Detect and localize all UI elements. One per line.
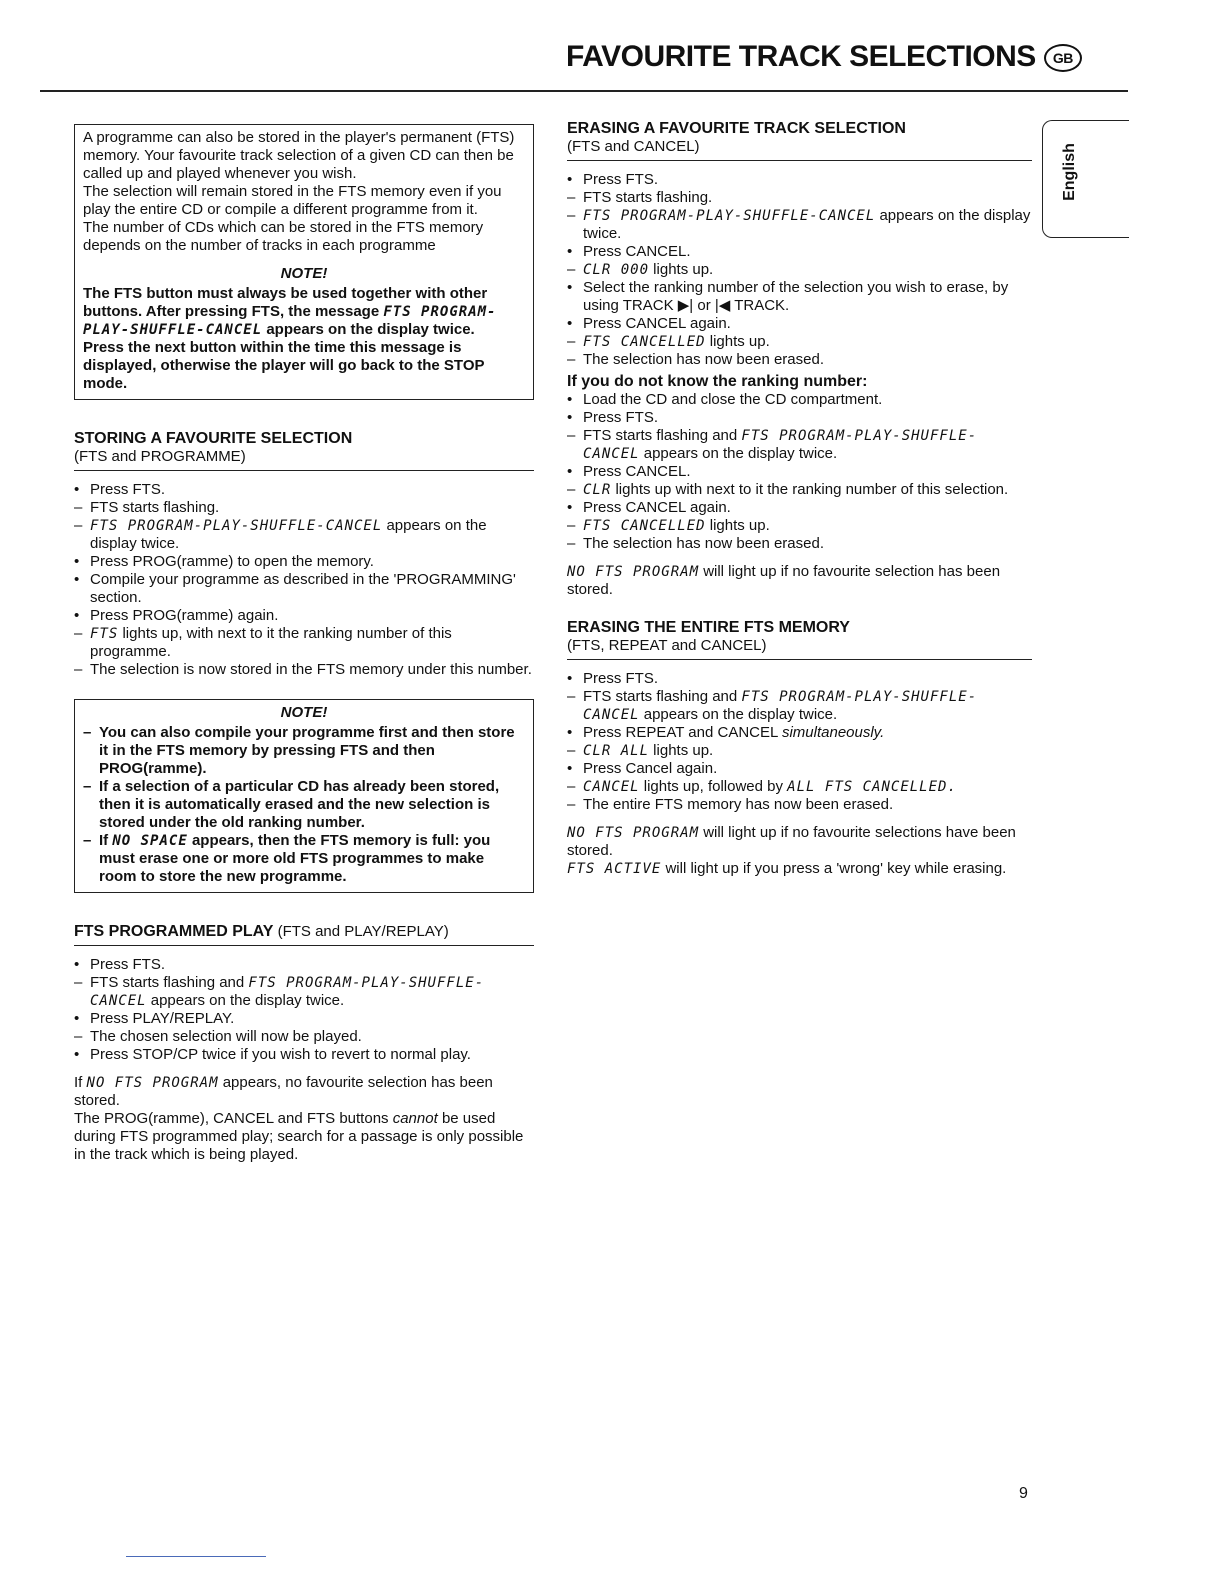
bullet: • — [74, 607, 80, 624]
note-text-b: appears on the display twice. — [266, 321, 475, 338]
play-final-text — [74, 1110, 534, 1164]
note-title: NOTE! — [280, 704, 328, 721]
text-a: If — [74, 1074, 83, 1091]
step-text: Press REPEAT and CANCEL — [583, 724, 782, 741]
language-tab — [1042, 120, 1129, 238]
list-item — [74, 956, 534, 974]
lcd-text: ALL FTS CANCELLED. — [787, 779, 957, 795]
section-rule — [74, 945, 534, 946]
bullet: • — [567, 760, 573, 777]
title-suffix: (FTS and PLAY/REPLAY) — [277, 923, 449, 940]
step-text: Press CANCEL again. — [583, 315, 731, 332]
bullet: • — [567, 243, 573, 260]
list-item — [567, 499, 1032, 517]
step-text: FTS starts flashing and — [90, 974, 249, 991]
step-text: The chosen selection will now be played. — [90, 1028, 362, 1045]
step-text: appears on the display twice. — [583, 207, 1031, 242]
step-text: Press FTS. — [583, 670, 659, 687]
step-text: FTS starts flashing. — [90, 499, 220, 516]
list-item — [74, 974, 534, 1010]
step-text: The selection has now been erased. — [583, 535, 824, 552]
step-text: Press FTS. — [583, 409, 659, 426]
list-item — [74, 499, 534, 517]
bullet: • — [567, 391, 573, 408]
lcd-text: FTS PROGRAM-PLAY-SHUFFLE-CANCEL — [583, 428, 978, 462]
step-text: lights up, with next to it the ranking number of this programme. — [90, 625, 452, 660]
bullet: • — [74, 1010, 80, 1027]
list-item — [567, 760, 1032, 778]
bullet: – — [567, 535, 576, 552]
note-text — [83, 285, 525, 339]
intro-para-3: The number of CDs which can be stored in the FTS memory depends on the number of tracks in each programme — [83, 219, 484, 254]
left-column — [74, 124, 534, 1164]
text: will light up if you press a 'wrong' key while erasing. — [665, 860, 1007, 877]
step-text: FTS starts flashing and — [583, 688, 742, 705]
step-text: Press FTS. — [90, 956, 166, 973]
step-text: Press PROG(ramme) to open the memory. — [90, 553, 374, 570]
step-text: Press PLAY/REPLAY. — [90, 1010, 235, 1027]
note-text-2: Press the next button within the time this message is displayed, otherwise the player will go back to the STOP mode. — [83, 339, 485, 392]
list-item — [74, 571, 534, 607]
list-item — [567, 535, 1032, 553]
bullet: • — [567, 409, 573, 426]
list-item — [74, 1028, 534, 1046]
step-text: Load the CD and close the CD compartment. — [583, 391, 883, 408]
play-after-text — [74, 1074, 534, 1110]
list-item — [567, 796, 1032, 814]
intro-para-1: A programme can also be stored in the player's permanent (FTS) memory. Your favourite track selection of a given CD can then be called up and played whenever you wish. — [83, 129, 515, 182]
bullet: – — [567, 742, 576, 759]
list-item — [74, 481, 534, 499]
erase-one-steps — [567, 171, 1032, 369]
bullet: – — [567, 778, 576, 795]
step-text: Press PROG(ramme) again. — [90, 607, 279, 624]
section-title-storing: STORING A FAVOURITE SELECTION — [74, 430, 353, 447]
step-text: Press CANCEL. — [583, 243, 691, 260]
list-item: – If a selection of a particular CD has already been stored, then it is automatically erased and the new selection is stored under the old ranking number. — [83, 778, 500, 831]
erase-all-after-text-2 — [567, 860, 1032, 878]
title-text: FTS PROGRAMMED PLAY — [74, 923, 274, 940]
list-item — [74, 661, 534, 679]
bullet: – — [567, 351, 576, 368]
bullet: – — [74, 974, 83, 991]
bullet: – — [567, 517, 576, 534]
list-item — [567, 517, 1032, 535]
list-item — [567, 243, 1032, 261]
lcd-text: CLR 000 — [583, 262, 650, 278]
section-title-play — [74, 923, 534, 941]
step-text: Press STOP/CP twice if you wish to revert to normal play. — [90, 1046, 471, 1063]
header-rule — [40, 90, 1128, 92]
bullet: – — [567, 481, 576, 498]
list-item — [74, 1010, 534, 1028]
step-text: appears on the display twice. — [146, 992, 345, 1009]
bullet: • — [567, 315, 573, 332]
lcd-text: FTS — [90, 626, 119, 642]
bullet: • — [567, 499, 573, 516]
list-item — [567, 688, 1032, 724]
step-text: lights up, followed by — [639, 778, 788, 795]
title-text: FAVOURITE TRACK SELECTIONS — [566, 40, 1036, 73]
lcd-text: NO SPACE — [112, 833, 188, 849]
section-title-erase-one: ERASING A FAVOURITE TRACK SELECTION — [567, 120, 906, 137]
section-subtitle-storing: (FTS and PROGRAMME) — [74, 448, 246, 465]
bullet: – — [567, 688, 576, 705]
list-item — [567, 409, 1032, 427]
list-item — [74, 1046, 534, 1064]
lcd-text: NO FTS PROGRAM — [567, 825, 700, 841]
step-text: Press FTS. — [583, 171, 659, 188]
bullet: – — [567, 796, 576, 813]
note-item-text: You can also compile your programme first and then store it in the FTS memory by pressing FTS and then PROG(ramme). — [99, 724, 515, 777]
lcd-text: CLR ALL — [583, 743, 650, 759]
language-tab-label: English — [1060, 143, 1078, 201]
list-item — [567, 391, 1032, 409]
lcd-text: CANCEL — [583, 779, 640, 795]
section-rule — [567, 659, 1032, 660]
list-item — [74, 517, 534, 553]
lcd-text: FTS ACTIVE — [567, 861, 662, 877]
erase-all-steps — [567, 670, 1032, 814]
page-title — [566, 40, 1082, 74]
list-item — [74, 607, 534, 625]
list-item — [567, 427, 1032, 463]
play-steps — [74, 956, 534, 1064]
note-title: NOTE! — [280, 265, 328, 282]
bullet: – — [567, 189, 576, 206]
list-item — [567, 481, 1032, 499]
step-text: Press CANCEL. — [583, 463, 691, 480]
lcd-text: FTS CANCELLED — [583, 334, 706, 350]
erase-one-after-text — [567, 563, 1032, 599]
bullet: • — [567, 670, 573, 687]
list-item: – If NO SPACE appears, then the FTS memory is full: you must erase one or more old FTS programmes to make room to store the new programme. — [83, 832, 491, 885]
text: will light up if no favourite selections have been stored. — [567, 824, 1016, 859]
step-text: FTS starts flashing. — [583, 189, 713, 206]
step-text: Press CANCEL again. — [583, 499, 731, 516]
list-item — [567, 207, 1032, 243]
bullet: – — [567, 333, 576, 350]
note-item-text: appears, then the FTS memory is full: you must erase one or more old FTS programmes to make room to store the new programme. — [99, 832, 491, 885]
step-text: The selection is now stored in the FTS memory under this number. — [90, 661, 532, 678]
bullet: • — [74, 481, 80, 498]
bullet: • — [74, 1046, 80, 1063]
note-list — [83, 724, 525, 886]
bullet: – — [74, 661, 83, 678]
text: will light up if no favourite selection has been stored. — [567, 563, 1001, 598]
bullet: – — [567, 207, 576, 224]
lcd-text: FTS PROGRAM-PLAY-SHUFFLE-CANCEL — [583, 208, 876, 224]
emphasis: simultaneously. — [781, 724, 885, 741]
list-item — [567, 742, 1032, 760]
intro-para-2: The selection will remain stored in the FTS memory even if you play the entire CD or compile a different programme from it. — [83, 183, 502, 218]
right-column — [567, 120, 1032, 878]
bullet: • — [74, 956, 80, 973]
bullet: • — [567, 463, 573, 480]
step-text: lights up. — [649, 742, 714, 759]
step-text: The entire FTS memory has now been erased. — [583, 796, 894, 813]
step-text: appears on the display twice. — [639, 445, 838, 462]
list-item — [567, 171, 1032, 189]
bullet: – — [567, 261, 576, 278]
intro-box — [74, 124, 534, 400]
section-subtitle-erase-all: (FTS, REPEAT and CANCEL) — [567, 637, 767, 654]
note-item-text: If a selection of a particular CD has already been stored, then it is automatically erased and the new selection is stored under the old ranking number. — [99, 778, 500, 831]
lcd-text: FTS PROGRAM-PLAY-SHUFFLE-CANCEL — [83, 304, 497, 338]
unknown-ranking-steps — [567, 391, 1032, 553]
bullet: • — [74, 553, 80, 570]
step-text: Select the ranking number of the selection you wish to erase, by using TRACK ▶| or |◀ TRACK. — [583, 279, 1009, 314]
lcd-text: FTS PROGRAM-PLAY-SHUFFLE-CANCEL — [583, 689, 978, 723]
unknown-ranking-title: If you do not know the ranking number: — [567, 373, 868, 390]
step-text: Compile your programme as described in the 'PROGRAMMING' section. — [90, 571, 516, 606]
bullet: • — [567, 279, 573, 296]
step-text: lights up. — [705, 517, 770, 534]
step-text: appears on the display twice. — [90, 517, 487, 552]
step-text: lights up. — [649, 261, 714, 278]
bullet: • — [567, 724, 573, 741]
bullet: – — [74, 1028, 83, 1045]
list-item — [567, 463, 1032, 481]
list-item — [74, 625, 534, 661]
footer-line — [126, 1556, 266, 1557]
bullet: • — [74, 571, 80, 588]
lcd-text: NO FTS PROGRAM — [86, 1075, 219, 1091]
list-item — [567, 724, 1032, 742]
emphasis: cannot — [392, 1110, 438, 1127]
note-item-text: If — [99, 832, 109, 849]
section-rule — [567, 160, 1032, 161]
erase-all-after-text-1 — [567, 824, 1032, 860]
lcd-text: CLR — [583, 482, 612, 498]
list-item — [567, 189, 1032, 207]
lcd-text: FTS CANCELLED — [583, 518, 706, 534]
text-a: The PROG(ramme), CANCEL and FTS buttons — [74, 1110, 389, 1127]
section-title-erase-all: ERASING THE ENTIRE FTS MEMORY — [567, 619, 850, 636]
step-text: FTS starts flashing and — [583, 427, 742, 444]
bullet: – — [74, 517, 83, 534]
list-item — [567, 333, 1032, 351]
text-b: be used during FTS programmed play; search for a passage is only possible in the track which is being played. — [74, 1110, 524, 1163]
list-item: – You can also compile your programme first and then store it in the FTS memory by pressing FTS and then PROG(ramme). — [83, 724, 515, 777]
step-text: The selection has now been erased. — [583, 351, 824, 368]
lcd-text: NO FTS PROGRAM — [567, 564, 700, 580]
list-item — [567, 351, 1032, 369]
list-item — [567, 670, 1032, 688]
lcd-text: FTS PROGRAM-PLAY-SHUFFLE-CANCEL — [90, 518, 383, 534]
step-text: Press Cancel again. — [583, 760, 718, 777]
step-text: lights up. — [705, 333, 770, 350]
list-item — [567, 261, 1032, 279]
step-text: lights up with next to it the ranking number of this selection. — [611, 481, 1009, 498]
list-item — [567, 778, 1032, 796]
bullet: • — [567, 171, 573, 188]
section-subtitle-erase-one: (FTS and CANCEL) — [567, 138, 700, 155]
lcd-text: FTS PROGRAM-PLAY-SHUFFLE-CANCEL — [90, 975, 485, 1009]
section-rule — [74, 470, 534, 471]
note-text-a: The FTS button must always be used together with other buttons. After pressing FTS, the message — [83, 285, 488, 320]
bullet: – — [74, 625, 83, 642]
page-number: 9 — [1019, 1485, 1028, 1502]
bullet: – — [567, 427, 576, 444]
text-b: appears, no favourite selection has been stored. — [74, 1074, 493, 1109]
bullet: – — [74, 499, 83, 516]
list-item — [567, 315, 1032, 333]
list-item — [74, 553, 534, 571]
list-item — [567, 279, 1032, 315]
storing-steps — [74, 481, 534, 679]
step-text: Press FTS. — [90, 481, 166, 498]
step-text: appears on the display twice. — [639, 706, 838, 723]
country-badge: GB — [1044, 44, 1082, 72]
note-box-2 — [74, 699, 534, 893]
